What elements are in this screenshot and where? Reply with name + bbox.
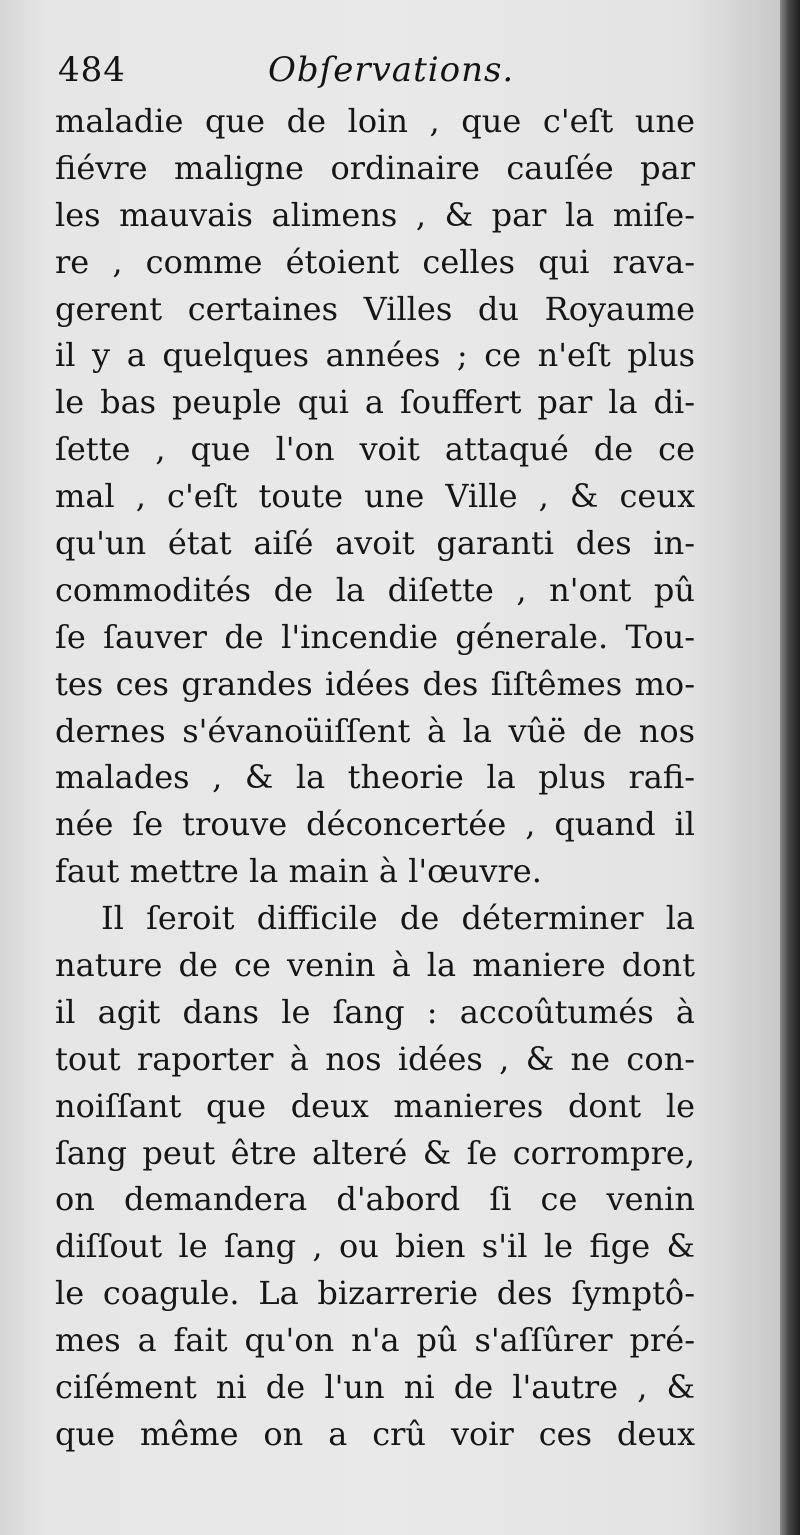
text-line: les mauvais alimens , & par la miſe-	[55, 195, 695, 234]
page-number: 484	[58, 50, 126, 90]
page-header	[58, 50, 698, 100]
text-line: tout raporter à nos idées , & ne con-	[55, 1039, 695, 1078]
text-line: mal , c'eſt toute une Ville , & ceux	[55, 477, 695, 516]
text-line: nature de ce venin à la maniere dont	[55, 946, 695, 985]
text-line: il agit dans le ſang : accoûtumés à	[55, 992, 695, 1031]
text-line: le coagule. La bizarrerie des ſymptô-	[55, 1274, 695, 1313]
text-line: dernes s'évanoüiſſent à la vûë de nos	[55, 711, 695, 750]
text-line: malades , & la theorie la plus rafi-	[55, 758, 695, 797]
text-line: maladie que de loin , que c'eſt une	[55, 102, 695, 140]
text-line: ſette , que l'on voit attaqué de ce	[55, 430, 695, 469]
text-line: mes a fait qu'on n'a pû s'aſſûrer pré-	[55, 1321, 695, 1360]
text-line: diſſout le ſang , ou bien s'il le fige &	[55, 1227, 695, 1266]
paragraph-start-line: Il ſeroit difficile de déterminer la	[101, 899, 695, 938]
text-line: le bas peuple qui a ſouffert par la di-	[55, 383, 695, 422]
text-line: tes ces grandes idées des ſiſtêmes mo-	[55, 664, 695, 703]
text-line: gerent certaines Villes du Royaume	[55, 289, 695, 328]
body-text	[55, 98, 695, 1458]
text-line: ſe ſauver de l'incendie génerale. Tou-	[55, 617, 695, 656]
text-line: re , comme étoient celles qui rava-	[55, 242, 695, 281]
text-line: que même on a crû voir ces deux	[55, 1414, 695, 1453]
text-line: commodités de la diſette , n'ont pû	[55, 570, 695, 609]
text-line: on demandera d'abord ſi ce venin	[55, 1180, 695, 1219]
text-line: noiſſant que deux manieres dont le	[55, 1086, 695, 1125]
text-line: fiévre maligne ordinaire cauſée par	[55, 148, 695, 187]
text-line: ciſément ni de l'un ni de l'autre , &	[55, 1368, 695, 1407]
text-line: née ſe trouve déconcertée , quand il	[55, 805, 695, 844]
text-line: il y a quelques années ; ce n'eſt plus	[55, 336, 695, 375]
book-spine-edge	[780, 0, 800, 1535]
paragraph-end-line: faut mettre la main à l'œuvre.	[55, 852, 542, 891]
running-title: Obſervations.	[268, 50, 515, 90]
text-line: ſang peut être alteré & ſe corrompre,	[55, 1133, 695, 1172]
text-line: qu'un état aiſé avoit garanti des in-	[55, 524, 695, 563]
